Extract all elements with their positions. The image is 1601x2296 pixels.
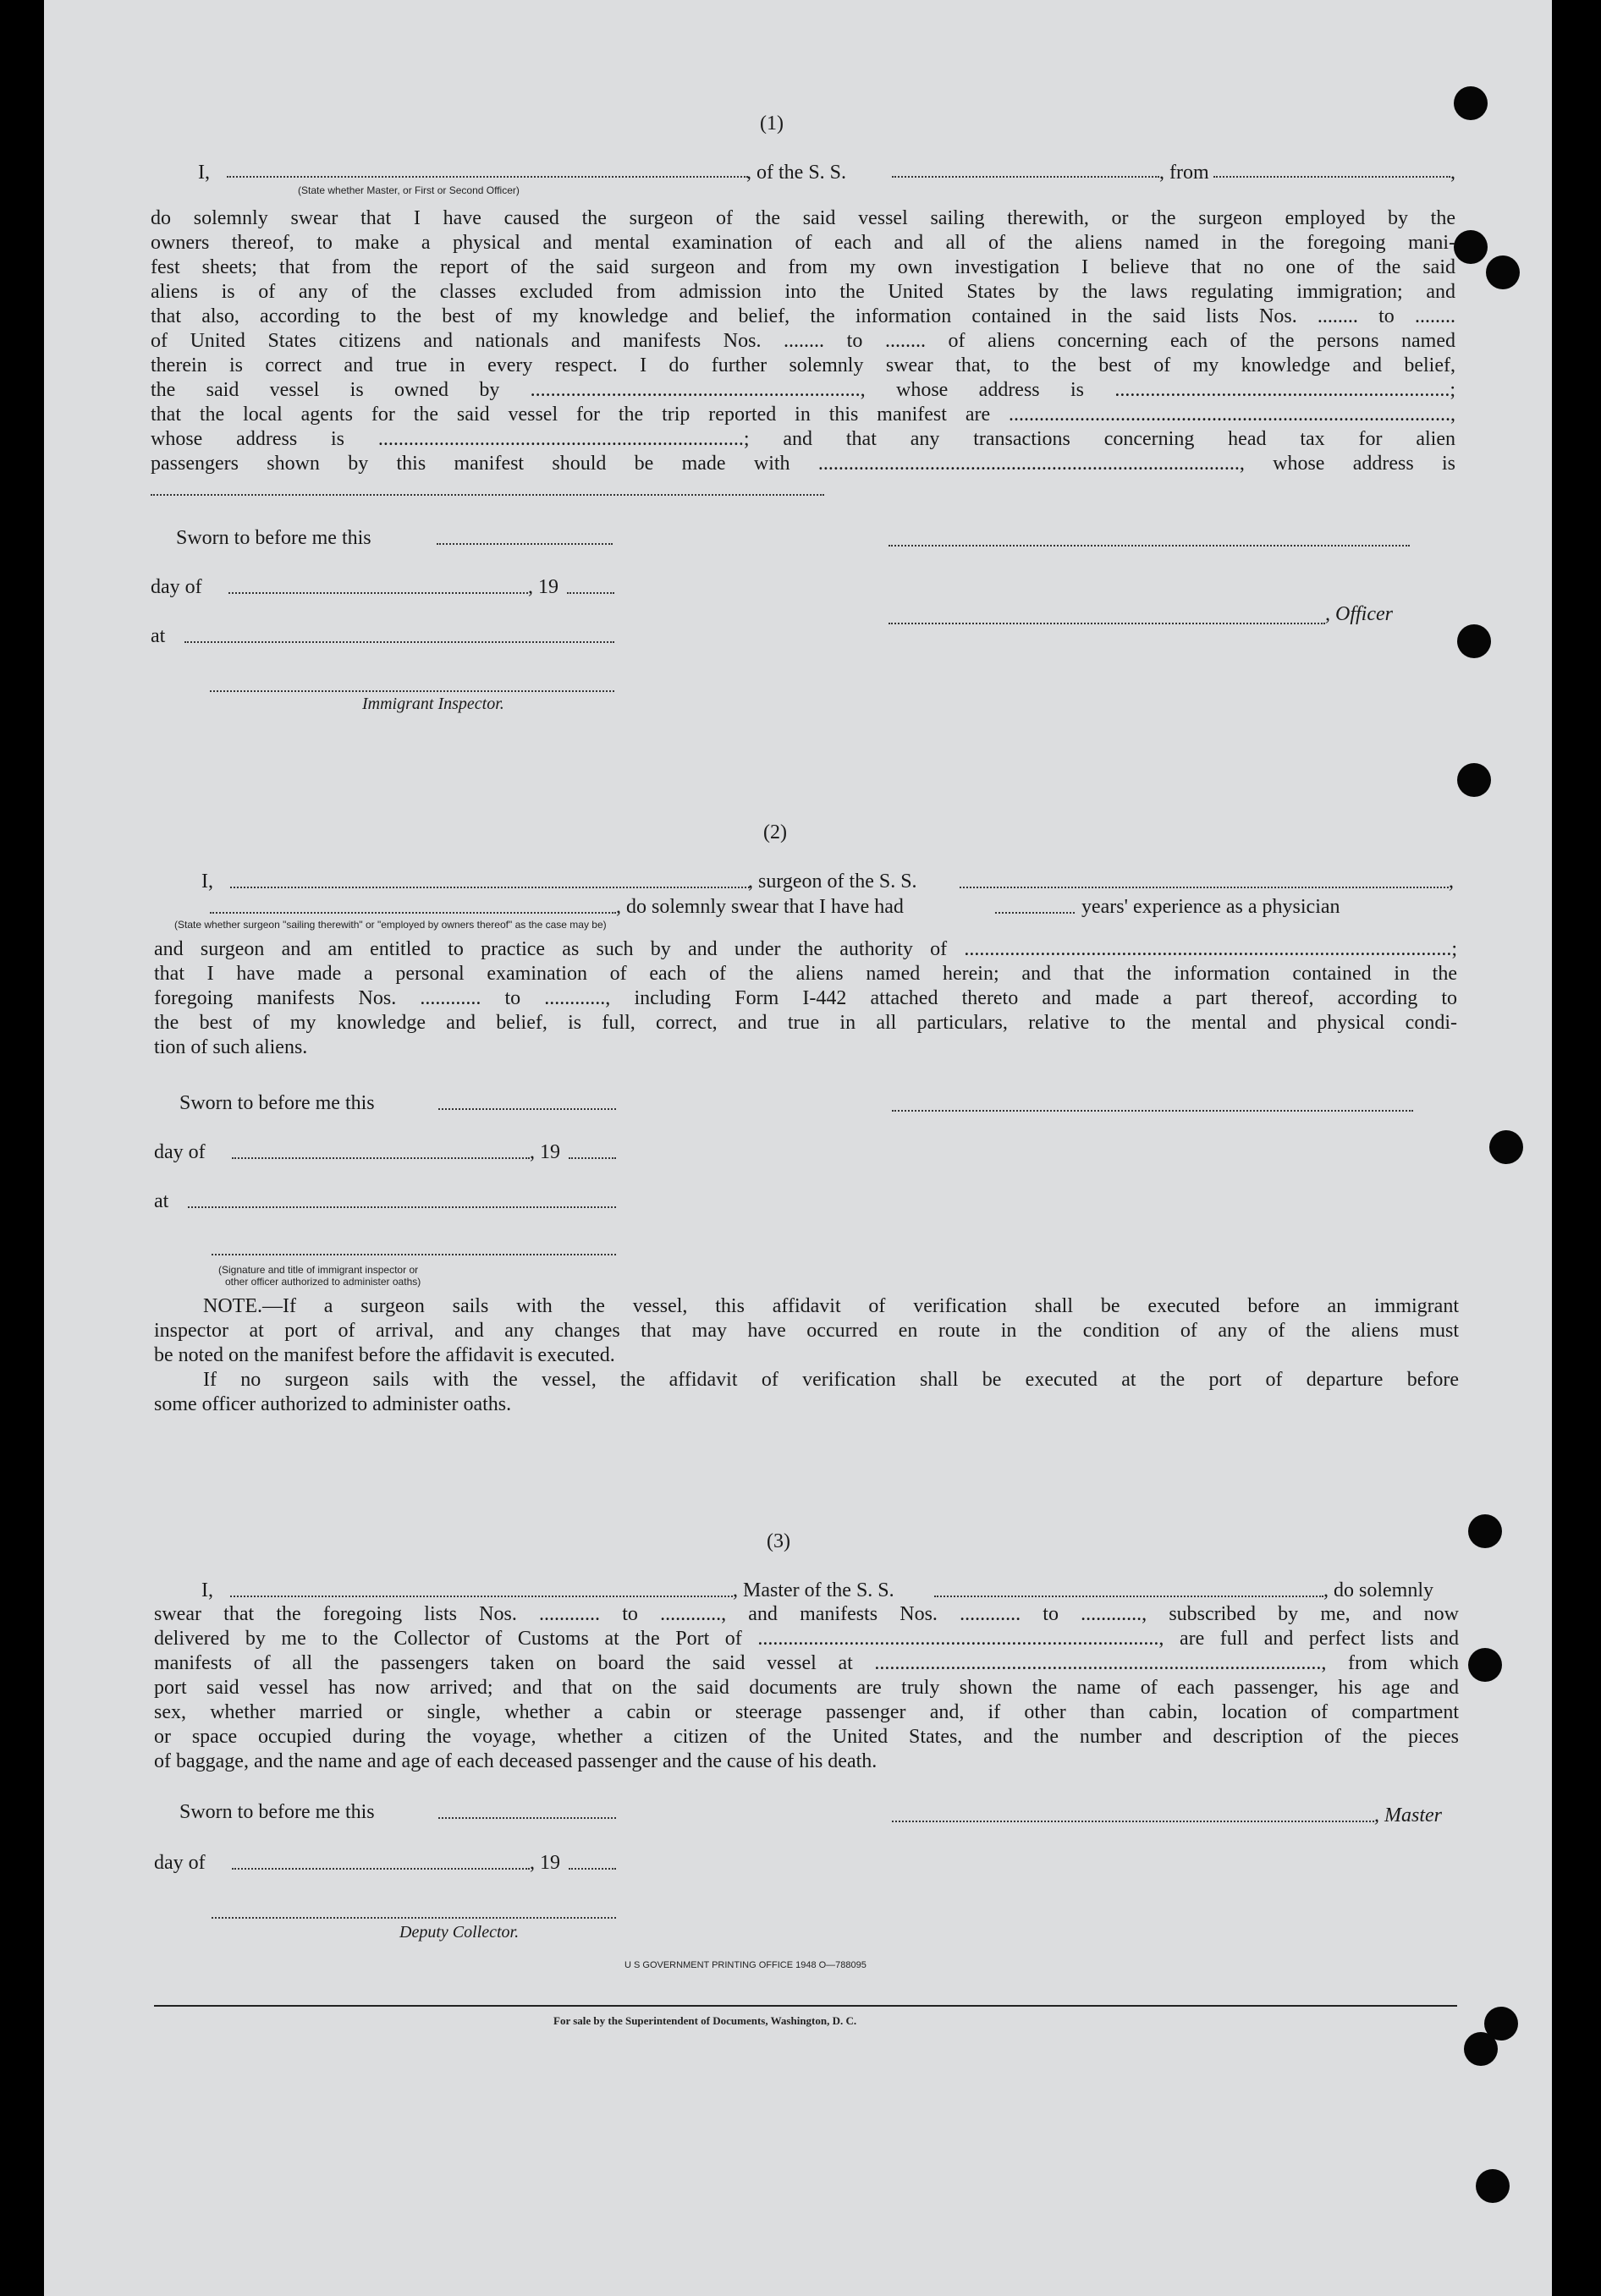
- s3-master-label: , Master of the S. S.: [733, 1579, 894, 1601]
- s2-surgeon-label: , surgeon of the S. S.: [748, 871, 917, 893]
- s3-master-signature-blank: [892, 1821, 1374, 1822]
- s1-address-blank: [151, 494, 824, 496]
- s2-i-label: I,: [201, 871, 213, 893]
- punch-hole: [1464, 2032, 1498, 2066]
- s2-signature-note-2: other officer authorized to administer oaths): [225, 1276, 421, 1288]
- s3-oath-line: sex, whether married or single, whether a cabin or steerage passenger and, if other than cabin, location of compartment: [154, 1701, 1459, 1723]
- s2-sworn-blank: [438, 1108, 616, 1110]
- s3-vessel-blank: [934, 1596, 1323, 1597]
- s2-note-line: NOTE.—If a surgeon sails with the vessel, this affidavit of verification shall be executed before an immigrant: [203, 1295, 1459, 1317]
- footer-rule: [154, 2005, 1457, 2007]
- s3-day-of-label: day of: [154, 1852, 206, 1874]
- s2-oath-paragraph: [154, 937, 1457, 1060]
- s2-at-label: at: [154, 1190, 169, 1212]
- s1-day-of-label: day of: [151, 576, 202, 598]
- s2-surgeon-name-blank: [230, 887, 750, 888]
- s2-oath-line: that I have made a personal examination of each of the aliens named herein; and that the information contained in the: [154, 963, 1457, 985]
- s2-surgeon-note: (State whether surgeon "sailing therewith" or "employed by owners thereof" as the case may be): [174, 919, 607, 931]
- s3-sworn-blank: [438, 1817, 616, 1819]
- s3-oath-line: of baggage, and the name and age of each deceased passenger and the cause of his death.: [154, 1750, 878, 1772]
- s3-year-blank: [569, 1868, 616, 1870]
- s1-oath-line: whose address is ........................................................................; and that any transactions concerning head tax for alien: [151, 428, 1455, 450]
- s2-signature-note-1: (Signature and title of immigrant inspector or: [218, 1264, 419, 1276]
- section-3-number: (3): [767, 1530, 790, 1552]
- s2-note-line: inspector at port of arrival, and any changes that may have occurred en route in the condition of any of the aliens must: [154, 1320, 1459, 1342]
- s2-years-label: years' experience as a physician: [1081, 896, 1340, 918]
- s1-at-label: at: [151, 625, 166, 647]
- punch-hole: [1454, 86, 1488, 120]
- s2-note-paragraph: [154, 1294, 1459, 1417]
- s2-year-blank: [569, 1157, 616, 1159]
- s3-swear-label: , do solemnly: [1323, 1579, 1433, 1601]
- punch-hole: [1476, 2169, 1510, 2203]
- s1-officer-name-blank: [227, 176, 748, 178]
- s1-oath-line: the said vessel is owned by ................................................................., whose address is ..................................................................;: [151, 379, 1455, 401]
- s1-of-ss-label: , of the S. S.: [746, 162, 847, 184]
- s1-from-blank: [1213, 176, 1450, 178]
- punch-hole: [1468, 1514, 1502, 1548]
- s3-oath-line: port said vessel has now arrived; and that on the said documents are truly shown the name of each passenger, his age and: [154, 1677, 1459, 1699]
- s2-day-of-label: day of: [154, 1141, 206, 1163]
- s1-day-blank: [228, 592, 528, 594]
- s3-i-label: I,: [201, 1579, 213, 1601]
- s1-oath-line: that also, according to the best of my knowledge and belief, the information contained in the said lists Nos. ........ to ........: [151, 305, 1455, 327]
- punch-hole: [1457, 624, 1491, 658]
- sale-notice: For sale by the Superintendent of Documents, Washington, D. C.: [553, 2014, 857, 2027]
- s2-inspector-signature-blank: [212, 1254, 616, 1255]
- s3-year-label: , 19: [530, 1852, 560, 1874]
- s3-oath-paragraph: [154, 1602, 1459, 1774]
- s1-officer-note: (State whether Master, or First or Second Officer): [298, 184, 520, 196]
- s2-swear-label: , do solemnly swear that I have had: [616, 896, 904, 918]
- punch-hole: [1454, 230, 1488, 264]
- s2-note-line: If no surgeon sails with the vessel, the affidavit of verification shall be executed at the port of departure before: [203, 1369, 1459, 1391]
- s1-sworn-label: Sworn to before me this: [176, 527, 371, 549]
- document-page: [44, 0, 1552, 2296]
- s3-oath-line: swear that the foregoing lists Nos. ............ to ............, and manifests Nos. ............ to ............, subscribed by me, and now: [154, 1603, 1459, 1625]
- s2-at-blank: [188, 1206, 616, 1208]
- s2-years-blank: [995, 912, 1075, 914]
- s1-from-label: , from: [1159, 162, 1209, 184]
- s2-sworn-label: Sworn to before me this: [179, 1092, 375, 1114]
- s3-sworn-label: Sworn to before me this: [179, 1801, 375, 1823]
- s1-sworn-blank: [437, 543, 613, 545]
- s3-oath-line: manifests of all the passengers taken on board the said vessel at ........................................................................................, from which: [154, 1652, 1459, 1674]
- section-1-number: (1): [760, 113, 784, 135]
- s2-oath-line: the best of my knowledge and belief, is full, correct, and true in all particulars, relative to the mental and physical condi-: [154, 1012, 1457, 1034]
- s2-vessel-blank: [960, 887, 1449, 888]
- s1-at-blank: [184, 641, 614, 643]
- s1-oath-line: owners thereof, to make a physical and mental examination of each and all of the aliens named in the foregoing mani-: [151, 232, 1455, 254]
- s2-comma: ,: [1449, 871, 1454, 893]
- punch-hole: [1457, 763, 1491, 797]
- s1-oath-line: passengers shown by this manifest should be made with ..................................................................................., whose address is: [151, 453, 1455, 475]
- s1-oath-line: that the local agents for the said vessel for the trip reported in this manifest are .......................................................................................,: [151, 404, 1455, 426]
- s1-officer-signature-blank: [889, 623, 1325, 624]
- s3-master-signature-label: , Master: [1374, 1804, 1442, 1826]
- s2-year-label: , 19: [530, 1141, 560, 1163]
- s3-master-name-blank: [230, 1596, 733, 1597]
- s1-year-label: , 19: [528, 576, 558, 598]
- s1-oath-line: therein is correct and true in every respect. I do further solemnly swear that, to the best of my knowledge and belief,: [151, 354, 1455, 376]
- s3-oath-line: delivered by me to the Collector of Customs at the Port of ..............................................................................., are full and perfect lists and: [154, 1628, 1459, 1650]
- s1-inspector-label: Immigrant Inspector.: [362, 695, 504, 713]
- s2-note-line: some officer authorized to administer oaths.: [154, 1393, 512, 1415]
- s3-oath-line: or space occupied during the voyage, whether a citizen of the United States, and the number and description of the pieces: [154, 1726, 1459, 1748]
- s3-deputy-label: Deputy Collector.: [399, 1923, 520, 1942]
- s2-day-blank: [232, 1157, 530, 1159]
- s1-comma: ,: [1450, 162, 1455, 184]
- s2-surgeon-type-blank: [210, 912, 616, 914]
- s1-vessel-name-blank: [892, 176, 1159, 178]
- s1-oath-line: of United States citizens and nationals and manifests Nos. ........ to ........ of aliens concerning each of the persons named: [151, 330, 1455, 352]
- gpo-imprint: U S GOVERNMENT PRINTING OFFICE 1948 O—788095: [624, 1960, 867, 1970]
- punch-hole: [1486, 255, 1520, 289]
- s1-oath-line: fest sheets; that from the report of the said surgeon and from my own investigation I believe that no one of the said: [151, 256, 1455, 278]
- s3-deputy-signature-blank: [212, 1917, 616, 1919]
- s1-oath-line: do solemnly swear that I have caused the surgeon of the said vessel sailing therewith, or the surgeon employed by the: [151, 207, 1455, 229]
- s2-note-line: be noted on the manifest before the affidavit is executed.: [154, 1344, 615, 1366]
- s2-signature-blank: [892, 1110, 1413, 1112]
- s1-year-blank: [567, 592, 614, 594]
- s2-oath-line: foregoing manifests Nos. ............ to ............, including Form I-442 attached thereto and made a part thereof, according to: [154, 987, 1457, 1009]
- s3-day-blank: [232, 1868, 530, 1870]
- s1-officer-label: , Officer: [1325, 603, 1393, 625]
- s2-oath-line: and surgeon and am entitled to practice as such by and under the authority of ................................................................................................;: [154, 938, 1457, 960]
- s1-oath-line: aliens is of any of the classes excluded from admission into the United States by the laws regulating immigration; and: [151, 281, 1455, 303]
- s1-signature-blank: [889, 545, 1410, 547]
- s1-i-label: I,: [198, 162, 210, 184]
- punch-hole: [1468, 1648, 1502, 1682]
- s1-oath-paragraph: [151, 206, 1455, 476]
- section-2-number: (2): [763, 821, 787, 843]
- s2-oath-line: tion of such aliens.: [154, 1036, 308, 1058]
- punch-hole: [1489, 1130, 1523, 1164]
